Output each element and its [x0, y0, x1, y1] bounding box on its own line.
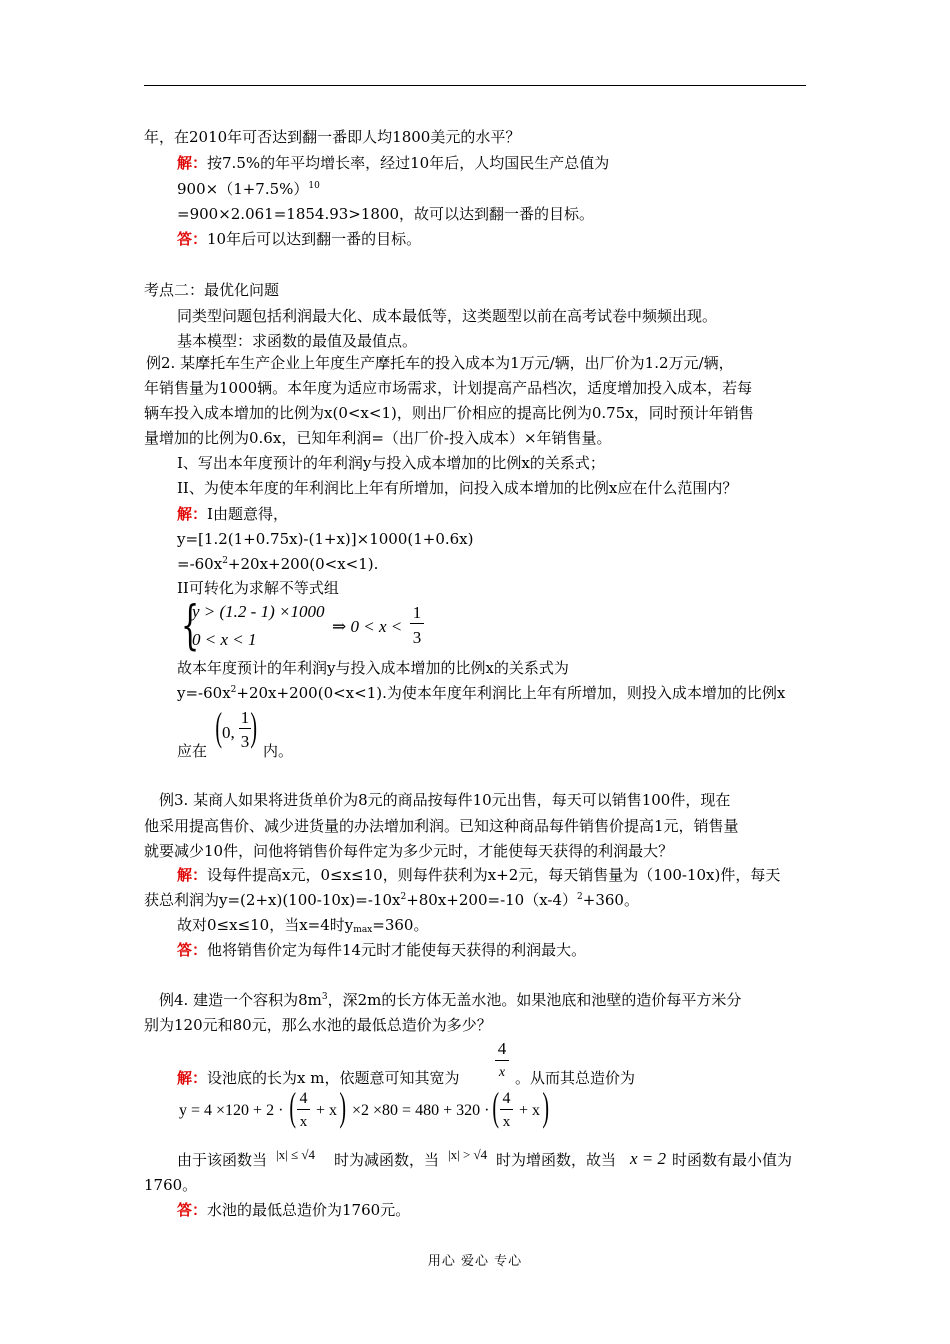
text-line: $900\times(1+7.5\%)^{10}$ [177, 180, 320, 198]
text-line: =900×2.061=1854.93>1800，故可以达到翻一番的目标。 [177, 205, 595, 223]
text-line: 故对0≤x≤10，当x=4时$y_{max}=360$。 [177, 916, 429, 935]
paren-close: ) [339, 1084, 346, 1129]
interval-close: ) [250, 704, 257, 749]
cost-numerator: 4 [297, 1091, 310, 1110]
text-line: 时函数有最小值为 [672, 1151, 793, 1169]
answer-line: 答：水池的最低总造价为1760元。 [177, 1201, 411, 1219]
cost-denominator: x [502, 1114, 511, 1130]
inequality-1: y > (1.2 - 1) ×1000 [192, 602, 325, 621]
cost-equation-part: + x [519, 1102, 541, 1119]
interval-numerator: 1 [240, 708, 250, 727]
text-line: 年销售量为1000辆。本年度为适应市场需求，计划提高产品档次，适度增加投入成本，若每 [144, 379, 753, 397]
system-brace: { [181, 596, 200, 656]
example-title: 例3. 某商人如果将进货单价为8元的商品按每件10元出售，每天可以销售100件，现在 [159, 791, 731, 809]
condition-minimum: x = 2 [630, 1149, 667, 1168]
interval-open: ( [215, 704, 222, 749]
text-line: 辆车投入成本增加的比例为x(0<x<1)，则出厂价相应的提高比例为0.75x，同时预计年销售 [144, 404, 754, 422]
solution-line: 解：设每件提高x元，0≤x≤10，则每件获利为x+2元，每天销售量为（100-10x)件，每天 [177, 866, 781, 884]
text-line: 他采用提高售价、减少进货量的办法增加利润。已知这种商品每件销售价提高1元，销售量 [144, 817, 739, 835]
text-line: 应在 [177, 742, 208, 760]
text-line: II、为使本年度的年利润比上年有所增加，问投入成本增加的比例x应在什么范围内？ [177, 479, 738, 497]
page-footer: 用心 爱心 专心 [427, 1254, 523, 1269]
interval-denominator: 3 [240, 732, 250, 751]
answer-line: 答：他将销售价定为每件14元时才能使每天获得的利润最大。 [177, 941, 587, 959]
cost-equation-part: ×2 ×80 = 480 + 320 · [352, 1102, 490, 1119]
section-heading: 考点二：最优化问题 [144, 281, 280, 299]
cost-equation-part: y = 4 ×120 + 2 · [179, 1102, 284, 1119]
interval-zero: 0, [222, 723, 235, 742]
text-line: 故本年度预计的年利润y与投入成本增加的比例x的关系式为 [177, 659, 569, 677]
solution-label: 解： [177, 1069, 208, 1087]
cost-denominator: x [299, 1114, 308, 1130]
paren-open: ( [289, 1084, 296, 1129]
cost-equation-part: + x [316, 1102, 338, 1119]
solution-line: 解：设池底的长为x m，依题意可知其宽为 [177, 1069, 460, 1087]
formula-line: $=-60x^2+20x+200(0<x<1)$. [177, 555, 379, 573]
solution-label: 解： [177, 154, 208, 172]
text-line: 由于该函数当 [177, 1151, 268, 1169]
text-line: 就要减少10件，问他将销售价每件定为多少元时，才能使每天获得的利润最大？ [144, 842, 674, 860]
text-line: 。从而其总造价为 [515, 1069, 636, 1087]
text-line: 别为120元和80元，那么水池的最低总造价为多少？ [144, 1016, 492, 1034]
width-denominator: x [498, 1065, 506, 1080]
paren-open: ( [492, 1084, 499, 1129]
example-title: 例2. 某摩托车生产企业上年度生产摩托车的投入成本为1万元/辆，出厂价为1.2万元/辆， [146, 354, 734, 372]
text-line: I、写出本年度预计的年利润y与投入成本增加的比例x的关系式； [177, 454, 605, 472]
text-line: 基本模型：求函数的最值及最值点。 [177, 332, 418, 350]
width-numerator: 4 [495, 1040, 509, 1061]
answer-label: 答： [177, 230, 208, 248]
text-line: 时为减函数，当 [334, 1151, 440, 1169]
text-line: 年，在2010年可否达到翻一番即人均1800美元的水平？ [144, 128, 521, 146]
example-title: 例4. 建造一个容积为$8m^3$，深2m的长方体无盖水池。如果池底和池壁的造价每平方米分 [159, 991, 742, 1009]
solution-line: 解：按7.5%的年平均增长率，经过10年后，人均国民生产总值为 [177, 154, 610, 172]
fraction-denominator: 3 [412, 628, 422, 647]
text-line: $y=-60x^2+20x+200(0<x<1)$.为使本年度年利润比上年有所增加，则投入成本增加的比例x [177, 684, 786, 702]
fraction-numerator: 1 [410, 604, 424, 624]
text-line: 时为增函数，故当 [496, 1151, 617, 1169]
header-rule [144, 85, 806, 86]
solution-label: 解： [177, 866, 208, 884]
text-line: 量增加的比例为0.6x，已知年利润=（出厂价-投入成本）×年销售量。 [144, 429, 612, 447]
text-line: 1760。 [144, 1176, 198, 1194]
text-line: 内。 [263, 742, 294, 760]
text-line: 同类型问题包括利润最大化、成本最低等，这类题型以前在高考试卷中频频出现。 [177, 307, 718, 325]
answer-line: 答：10年后可以达到翻一番的目标。 [177, 230, 422, 248]
implication: ⇒ 0 < x < [332, 617, 403, 636]
answer-label: 答： [177, 1201, 208, 1219]
inequality-2: 0 < x < 1 [192, 630, 257, 649]
paren-close: ) [542, 1084, 549, 1129]
condition-increasing: |x| > √4 [448, 1147, 488, 1162]
condition-decreasing: |x| ≤ √4 [276, 1147, 315, 1162]
text-line: 获总利润为$y=(2+x)(100-10x)=-10x^2+80x+200=-10(x-4)^2+360$。 [144, 891, 639, 909]
formula-line: y=[1.2(1+0.75x)-(1+x)]×1000(1+0.6x) [177, 530, 474, 548]
text-line: II可转化为求解不等式组 [177, 579, 339, 597]
answer-label: 答： [177, 941, 208, 959]
cost-numerator: 4 [500, 1091, 513, 1110]
solution-line: 解：I由题意得， [177, 505, 288, 523]
solution-label: 解： [177, 505, 208, 523]
